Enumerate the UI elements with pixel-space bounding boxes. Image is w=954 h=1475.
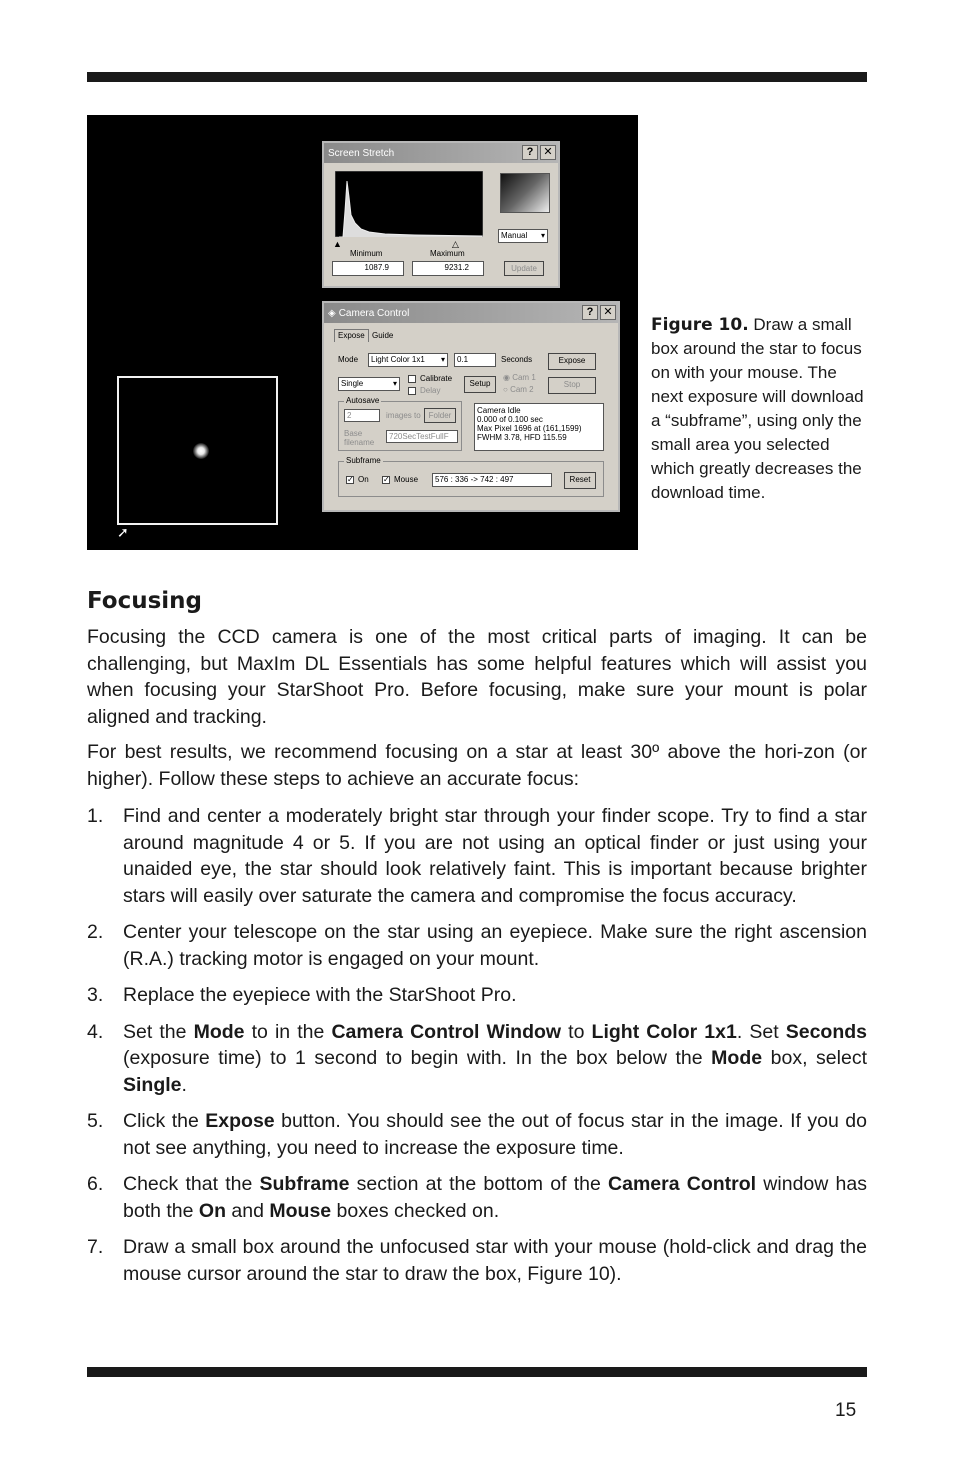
minimum-label: Minimum [350,249,383,258]
bold-term: Mode [711,1047,763,1069]
expose-button[interactable]: Expose [548,353,596,370]
autosave-count-input[interactable]: 2 [344,409,380,422]
bold-term: Mouse [269,1199,332,1222]
step-text: button. You should see the out of focus star in the image. If you do not see anything, you need to increase the exposure time. [123,1110,867,1159]
camera-control-title: Camera Control [338,307,410,319]
seconds-input[interactable]: 0.1 [454,353,496,367]
steps-list [87,803,867,1297]
paragraph: For best results, we recommend focusing on a star at least 30º above the hori-zon (or higher). Follow these steps to achieve an accurate focus: [87,741,867,790]
bold-term: Camera Control Window [331,1020,562,1043]
tab-guide[interactable]: Guide [372,331,394,340]
folder-button[interactable]: Folder [424,408,456,423]
top-rule [87,72,867,82]
chevron-down-icon: ▾ [540,231,545,240]
step-text: (exposure time) to 1 second to begin with. In the box below the [123,1047,712,1069]
status-line: Max Pixel 1696 at (161,1599) [477,424,582,433]
bold-term: Single [123,1073,182,1096]
seconds-label: Seconds [501,355,533,364]
step-text: Click the [123,1110,206,1132]
close-button[interactable]: ✕ [540,145,556,160]
update-button[interactable]: Update [504,261,544,276]
step-item [87,919,867,972]
mouse-label: Mouse [394,475,419,484]
step-number: 6. [87,1173,104,1195]
sequence-select[interactable] [338,377,400,391]
bold-term: Light Color 1x1 [591,1020,737,1043]
step-text: . [181,1073,187,1096]
base-filename-label: Base filename [344,429,375,447]
histogram [335,171,483,237]
caption-label: Figure 10. [651,315,749,335]
step-text: Find and center a moderately bright star through your finder scope. Try to find a star around magnitude 4 or 5. If you are not using an optical finder or just using your unaided eye, the star should look relatively faint. This is important because brighter stars will easily over saturate the camera and compromise the focus accuracy. [123,805,867,907]
cam2-label: Cam 2 [510,385,534,394]
bottom-rule [87,1367,867,1377]
step-text: boxes checked on. [331,1199,500,1222]
screen-stretch-window [322,141,560,288]
sequence-select-value: Single [341,379,364,388]
cam1-label: Cam 1 [512,373,536,382]
step-number: 1. [87,805,104,827]
bold-term: Seconds [785,1020,868,1043]
step-text: and [226,1199,270,1222]
bold-term: On [198,1199,226,1222]
step-number: 4. [87,1020,104,1043]
maximum-arrow-icon[interactable]: △ [452,239,459,249]
on-checkbox[interactable]: ✓ [347,475,354,484]
step-text: to [561,1020,592,1043]
step-item [87,1019,867,1099]
mode-select-value: Manual [501,231,528,240]
step-text: Check that the [123,1173,260,1195]
calibrate-label: Calibrate [420,374,453,383]
status-line: FWHM 3.78, HFD 115.59 [477,433,567,442]
cam1-radio[interactable]: ◉ Cam 1 [503,373,536,382]
step-number: 2. [87,921,104,943]
figure-caption [651,313,867,505]
stop-button[interactable]: Stop [548,377,596,394]
step-number: 5. [87,1110,104,1132]
section-heading: Focusing [87,588,202,614]
subframe-coords-input[interactable]: 576 : 336 -> 742 : 497 [432,473,552,487]
mode-select-value: Light Color 1x1 [371,355,425,364]
selection-box [117,376,278,525]
mode-label: Mode [338,355,359,364]
caption-text: Draw a small box around the star to focus on with your mouse. The next exposure will download a “subframe”, using only the small area you selected which greatly decreases the download time. [651,315,864,502]
screen-stretch-title: Screen Stretch [328,147,395,159]
on-label: On [358,475,369,484]
delay-label: Delay [420,386,441,395]
step-text: box, select [762,1047,867,1069]
camera-control-window [322,301,620,512]
star-image [193,443,209,459]
step-item [87,1108,867,1161]
step-text: section at the bottom of the [349,1173,609,1195]
cam2-radio[interactable]: ○ Cam 2 [503,385,534,394]
tab-expose[interactable]: Expose [334,329,369,342]
close-button[interactable]: ✕ [600,305,616,320]
chevron-down-icon: ▾ [392,379,397,388]
step-item [87,1171,867,1224]
mode-select[interactable] [368,353,448,367]
step-number: 7. [87,1236,104,1258]
paragraph: Focusing the CCD camera is one of the most critical parts of imaging. It can be challenging, but MaxIm DL Essentials has some helpful features which will assist you when focusing your StarShoot Pro. Before focusing, make sure your mount is polar aligned and tracking. [87,626,867,728]
minimum-arrow-icon[interactable]: ▲ [333,239,342,249]
minimum-input[interactable]: 1087.9 [332,261,404,276]
camera-control-titlebar [324,303,618,323]
maximum-label: Maximum [430,249,465,258]
mode-select[interactable] [498,229,548,243]
bold-term: Subframe [259,1173,350,1195]
setup-button[interactable]: Setup [464,376,496,393]
help-button[interactable]: ? [522,145,538,160]
figure-screenshot [87,115,638,550]
step-item [87,982,867,1009]
step-number: 3. [87,984,104,1006]
subframe-label: Subframe [346,456,381,465]
help-button[interactable]: ? [582,305,598,320]
mouse-checkbox[interactable]: ✓ [383,475,390,484]
mouse-cursor-icon: ➚ [117,524,129,540]
step-text: Set the [123,1020,194,1043]
camera-icon: ◈ [328,307,336,319]
step-text: to in the [244,1020,332,1043]
calibrate-checkbox[interactable] [408,375,416,383]
step-text: Replace the eyepiece with the StarShoot Pro. [123,984,517,1006]
stretch-preview [500,173,550,213]
delay-checkbox[interactable] [408,387,416,395]
base-filename-input[interactable]: 720SecTestFullF [386,430,458,443]
step-text: window has both the [123,1173,867,1222]
maximum-input[interactable]: 9231.2 [412,261,484,276]
page-number: 15 [835,1400,857,1421]
status-panel [474,403,604,451]
autosave-label: Autosave [346,396,380,405]
bold-term: Mode [193,1020,245,1043]
images-to-label: images to [386,411,421,420]
step-text: Center your telescope on the star using an eyepiece. Make sure the right ascension (R.A.) tracking motor is engaged on your mount. [123,921,867,970]
status-line: 0.000 of 0.100 sec [477,415,543,424]
step-text: Draw a small box around the unfocused star with your mouse (hold-click and drag the mouse cursor around the star to draw the box, Figure 10). [123,1236,867,1285]
step-item [87,1234,867,1287]
chevron-down-icon: ▾ [440,355,445,364]
status-line: Camera Idle [477,406,521,415]
step-text: . Set [736,1020,786,1043]
screen-stretch-titlebar [324,143,558,163]
bold-term: Camera Control [608,1173,757,1195]
step-item [87,803,867,909]
reset-button[interactable]: Reset [564,472,596,489]
bold-term: Expose [205,1110,275,1132]
